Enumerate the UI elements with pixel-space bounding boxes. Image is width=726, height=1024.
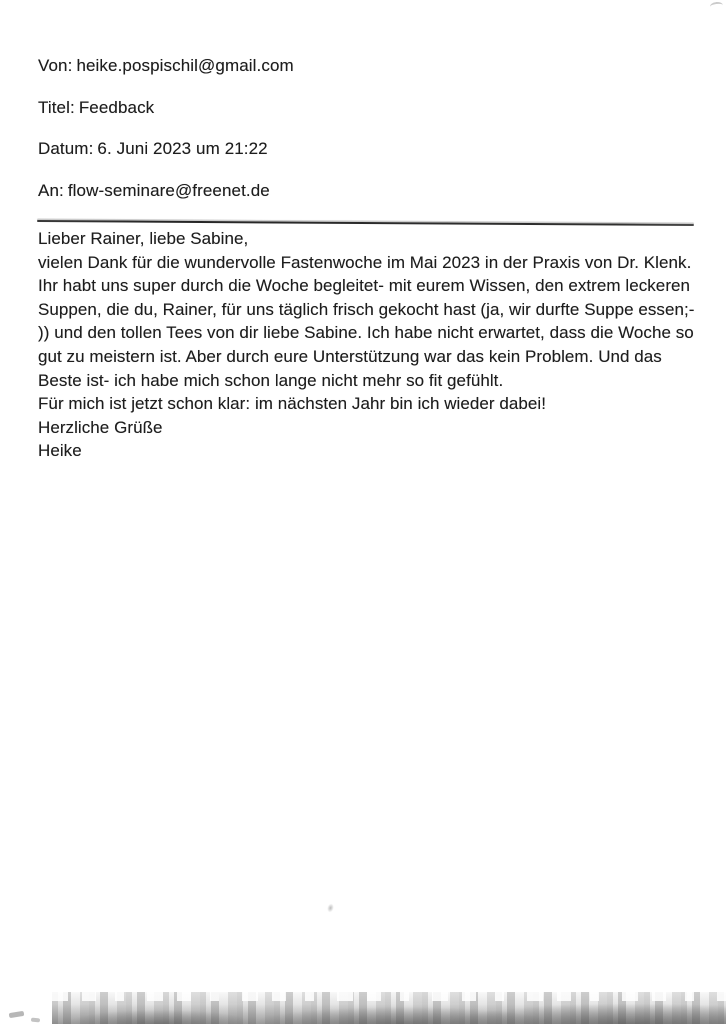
scan-speck (9, 1011, 25, 1018)
scanner-shadow-bottom (52, 992, 726, 1024)
title-label: Titel: (38, 97, 75, 117)
body-line-signature: Heike (38, 441, 82, 461)
body-line-salutation: Lieber Rainer, liebe Sabine, (38, 229, 249, 248)
body-line: Ihr habt uns super durch die Woche begleitet- mit eurem Wissen, den extrem leckeren (38, 276, 691, 296)
body-line-closing: Herzliche Grüße (38, 417, 163, 437)
email-body (38, 227, 694, 463)
body-line: Beste ist- ich habe mich schon lange nicht mehr so fit gefühlt. (38, 370, 504, 390)
header-field-from (38, 55, 294, 76)
date-value: 6. Juni 2023 um 21:22 (97, 139, 268, 158)
header-field-date (38, 138, 294, 159)
date-label: Datum: (38, 139, 94, 158)
from-label: Von: (38, 56, 73, 75)
scan-artifact-mid-page (326, 902, 336, 914)
email-header (38, 55, 294, 221)
title-value: Feedback (78, 97, 155, 117)
scan-artifact-top-right (710, 1, 724, 11)
body-line: gut zu meistern ist. Aber durch eure Unterstützung war das kein Problem. Und das (38, 346, 662, 366)
body-line: Suppen, die du, Rainer, für uns täglich frisch gekocht hast (ja, wir durfte Suppe essen;- (38, 299, 695, 319)
body-line: )) und den tollen Tees von dir liebe Sabine. Ich habe nicht erwartet, dass die Woche so (38, 323, 694, 343)
header-field-title (38, 97, 294, 118)
body-line: Für mich ist jetzt schon klar: im nächsten Jahr bin ich wieder dabei! (38, 394, 546, 414)
header-field-to (38, 180, 294, 201)
header-divider-line (37, 220, 694, 226)
to-value: flow-seminare@freenet.de (67, 180, 270, 200)
to-label: An: (38, 180, 64, 200)
body-line: vielen Dank für die wundervolle Fastenwoche im Mai 2023 in der Praxis von Dr. Klenk. (38, 252, 692, 272)
from-value: heike.pospischil@gmail.com (76, 56, 294, 75)
scan-speck (31, 1018, 40, 1023)
